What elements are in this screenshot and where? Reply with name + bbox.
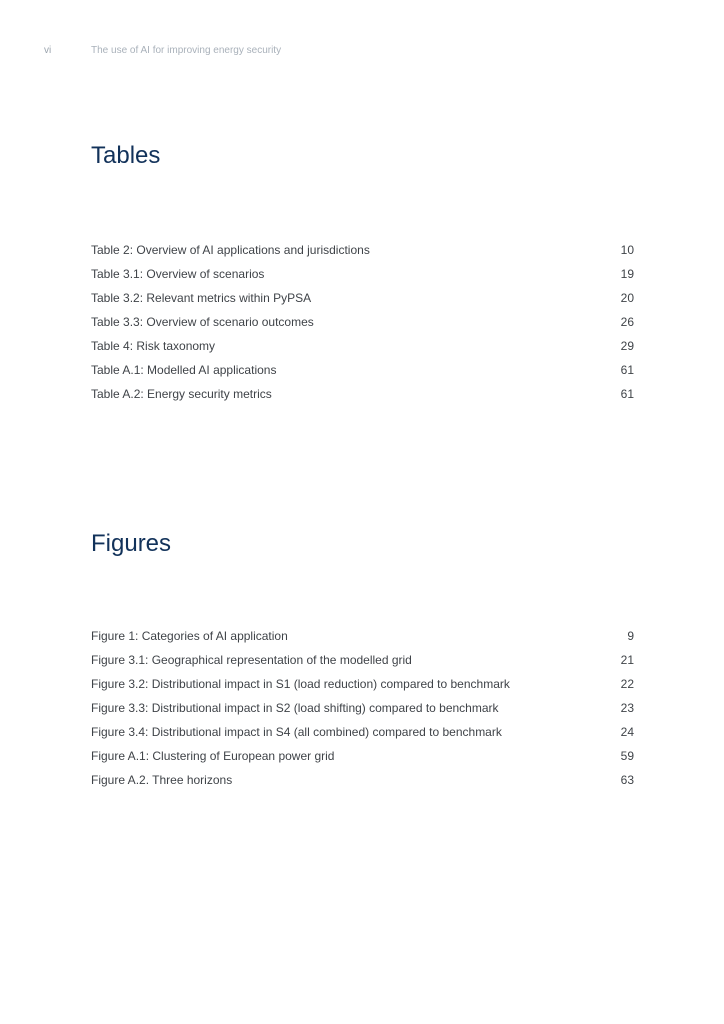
toc-entry-label: Figure 3.1: Geographical representation of the modelled grid	[91, 653, 412, 667]
toc-entry-page: 19	[620, 267, 634, 281]
figures-list	[91, 629, 634, 797]
toc-entry-page: 61	[620, 363, 634, 377]
toc-entry-page: 59	[620, 749, 634, 763]
tables-list	[91, 243, 634, 411]
toc-entry-page: 20	[620, 291, 634, 305]
toc-entry-label: Figure A.2. Three horizons	[91, 773, 233, 787]
toc-entry-label: Table 4: Risk taxonomy	[91, 339, 216, 353]
toc-entry-table-3-2[interactable]	[91, 291, 634, 315]
toc-entry-label: Figure 3.3: Distributional impact in S2 (load shifting) compared to benchmark	[91, 701, 499, 715]
toc-entry-figure-a-1[interactable]	[91, 749, 634, 773]
document-title: The use of AI for improving energy security	[91, 45, 282, 56]
toc-entry-label: Table 3.1: Overview of scenarios	[91, 267, 265, 281]
toc-entry-page: 23	[620, 701, 634, 715]
toc-entry-page: 22	[620, 677, 634, 691]
toc-entry-label: Table A.2: Energy security metrics	[91, 387, 272, 401]
toc-entry-label: Figure 1: Categories of AI application	[91, 629, 288, 643]
toc-entry-table-2[interactable]	[91, 243, 634, 267]
toc-entry-table-4[interactable]	[91, 339, 634, 363]
toc-entry-page: 63	[620, 773, 634, 787]
toc-entry-table-3-1[interactable]	[91, 267, 634, 291]
toc-entry-figure-3-3[interactable]	[91, 701, 634, 725]
toc-entry-figure-1[interactable]	[91, 629, 634, 653]
toc-entry-label: Table 2: Overview of AI applications and jurisdictions	[91, 243, 370, 257]
toc-entry-label: Table A.1: Modelled AI applications	[91, 363, 277, 377]
toc-entry-label: Table 3.3: Overview of scenario outcomes	[91, 315, 314, 329]
toc-entry-figure-3-4[interactable]	[91, 725, 634, 749]
toc-entry-page: 21	[620, 653, 634, 667]
toc-entry-page: 29	[620, 339, 634, 353]
toc-entry-page: 26	[620, 315, 634, 329]
toc-entry-label: Figure 3.4: Distributional impact in S4 (all combined) compared to benchmark	[91, 725, 502, 739]
page-number: vi	[44, 45, 52, 56]
toc-entry-table-a-1[interactable]	[91, 363, 634, 387]
toc-entry-page: 61	[620, 387, 634, 401]
toc-entry-figure-a-2[interactable]	[91, 773, 634, 797]
tables-heading: Tables	[91, 142, 161, 169]
toc-entry-label: Figure A.1: Clustering of European power grid	[91, 749, 335, 763]
toc-entry-label: Figure 3.2: Distributional impact in S1 (load reduction) compared to benchmark	[91, 677, 510, 691]
toc-entry-figure-3-2[interactable]	[91, 677, 634, 701]
toc-entry-table-a-2[interactable]	[91, 387, 634, 411]
figures-heading: Figures	[91, 530, 172, 557]
toc-entry-page: 10	[620, 243, 634, 257]
running-header	[0, 44, 724, 58]
toc-entry-figure-3-1[interactable]	[91, 653, 634, 677]
toc-entry-page: 24	[620, 725, 634, 739]
toc-entry-label: Table 3.2: Relevant metrics within PyPSA	[91, 291, 312, 305]
toc-entry-page: 9	[627, 629, 634, 643]
toc-entry-table-3-3[interactable]	[91, 315, 634, 339]
